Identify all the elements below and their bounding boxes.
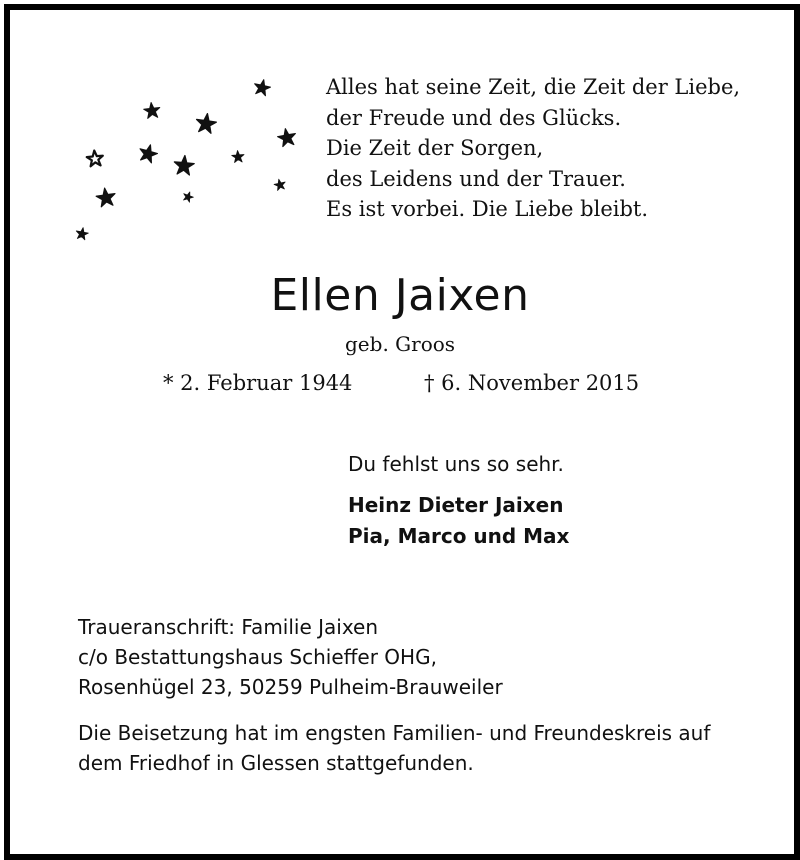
- star-icon: [173, 155, 195, 176]
- poem: [326, 72, 740, 225]
- star-icon: [137, 142, 159, 163]
- mourning-address: [78, 612, 503, 702]
- poem-line: Es ist vorbei. Die Liebe bleibt.: [326, 197, 649, 221]
- poem-line: der Freude und des Glücks.: [326, 105, 622, 130]
- star-icon: [143, 102, 161, 119]
- star-icon: [195, 112, 217, 134]
- poem-line: Die Zeit der Sorgen,: [326, 136, 544, 160]
- mourner-name: Pia, Marco und Max: [348, 524, 570, 548]
- star-icon: [231, 150, 244, 163]
- mourners: [348, 490, 569, 552]
- star-icon: [276, 127, 297, 147]
- death-date: † 6. November 2015: [424, 371, 640, 395]
- address-line: c/o Bestattungshaus Schieffer OHG,: [78, 645, 437, 669]
- mourner-name: Heinz Dieter Jaixen: [348, 493, 564, 517]
- poem-line: des Leidens und der Trauer.: [326, 166, 626, 191]
- address-line: Traueranschrift: Familie Jaixen: [78, 615, 379, 639]
- farewell-message: Du fehlst uns so sehr.: [348, 452, 564, 476]
- star-icon: [95, 187, 116, 208]
- star-icon: [273, 178, 286, 191]
- maiden-name: geb. Groos: [345, 332, 456, 356]
- outline-star-icon: [86, 150, 103, 167]
- birth-date: * 2. Februar 1944: [163, 371, 353, 395]
- star-icon: [182, 190, 195, 203]
- burial-note: Die Beisetzung hat im engsten Familien- und Freundeskreis auf dem Friedhof in Glessen stattgefunden.: [78, 721, 711, 775]
- star-icon: [75, 227, 89, 241]
- address-line: Rosenhügel 23, 50259 Pulheim-Brauweiler: [78, 675, 503, 699]
- deceased-name: Ellen Jaixen: [270, 270, 530, 321]
- poem-line: Alles hat seine Zeit, die Zeit der Liebe,: [326, 75, 741, 99]
- star-icon: [253, 78, 272, 96]
